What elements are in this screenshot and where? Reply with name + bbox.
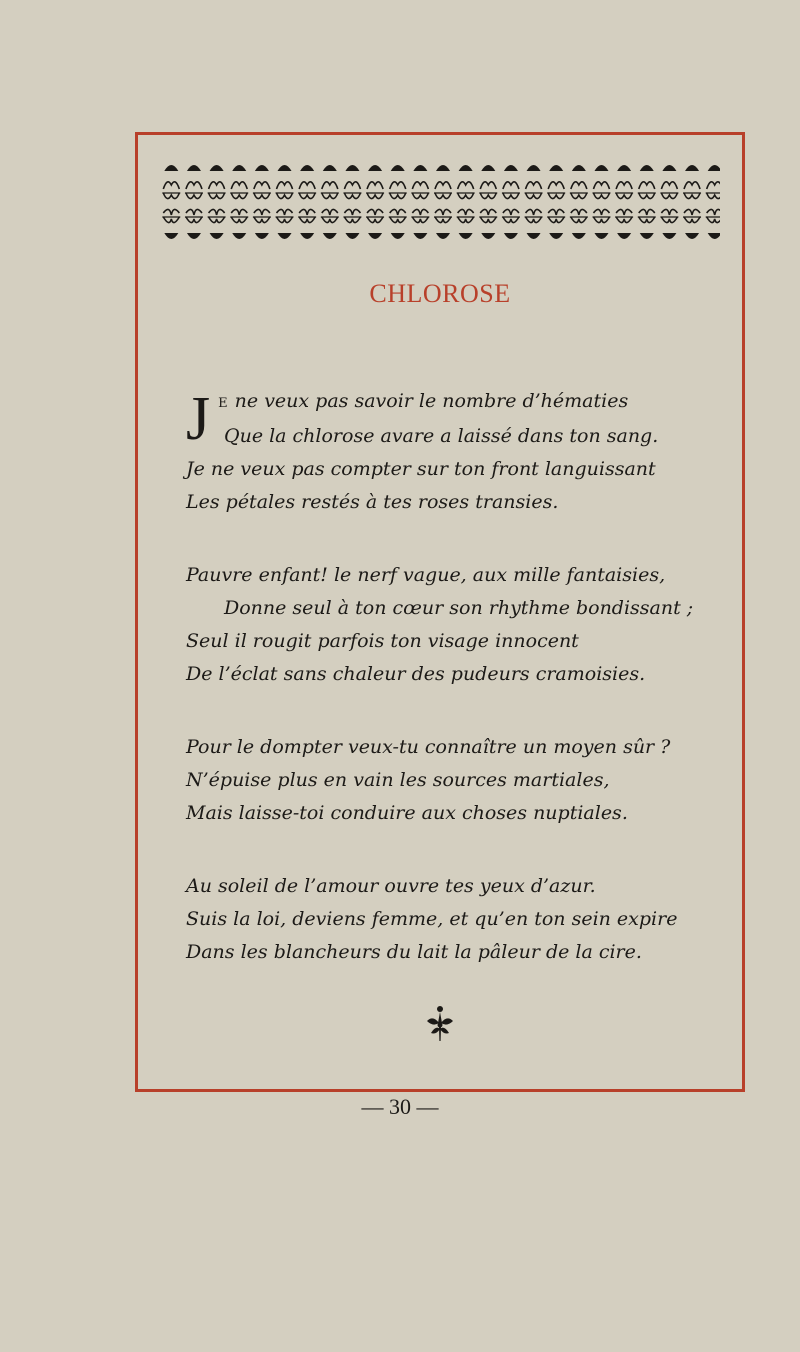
poem-line: Que la chlorose avare a laissé dans ton sang. [224,425,659,447]
stanza-2 [186,559,722,691]
poem-line: Pour le dompter veux-tu connaître un moyen sûr ? [186,736,671,758]
stanza-1 [186,385,722,519]
poem-line: Au soleil de l’amour ouvre tes yeux d’azur. [186,875,596,897]
poem-line: N’épuise plus en vain les sources martiales, [186,769,610,791]
poem-line: E ne veux pas savoir le nombre d’hématies [218,390,629,412]
drop-cap: J [186,385,211,453]
page-frame [135,132,745,1092]
poem-line: De l’éclat sans chaleur des pudeurs cramoisies. [186,663,646,685]
poem-line: Les pétales restés à tes roses transies. [186,491,559,513]
poem-line: Seul il rougit parfois ton visage innocent [186,630,579,652]
fleuron-icon [423,1003,457,1043]
page-number: — 30 — [361,1094,439,1119]
stanza-3 [186,731,722,830]
poem-line: Pauvre enfant! le nerf vague, aux mille fantaisies, [186,564,666,586]
stanza-4 [186,870,722,969]
poem-line: Je ne veux pas compter sur ton front languissant [186,458,656,480]
poem-line: Mais laisse-toi conduire aux choses nuptiales. [186,802,628,824]
poem-line: Donne seul à ton cœur son rhythme bondissant ; [224,597,694,619]
poem-line: Suis la loi, deviens femme, et qu’en ton sein expire [186,908,678,930]
poem-body [186,385,722,1009]
poem-line: Dans les blancheurs du lait la pâleur de la cire. [186,941,642,963]
poem-title: CHLOROSE [369,279,511,308]
ornamental-border-icon [160,155,720,247]
